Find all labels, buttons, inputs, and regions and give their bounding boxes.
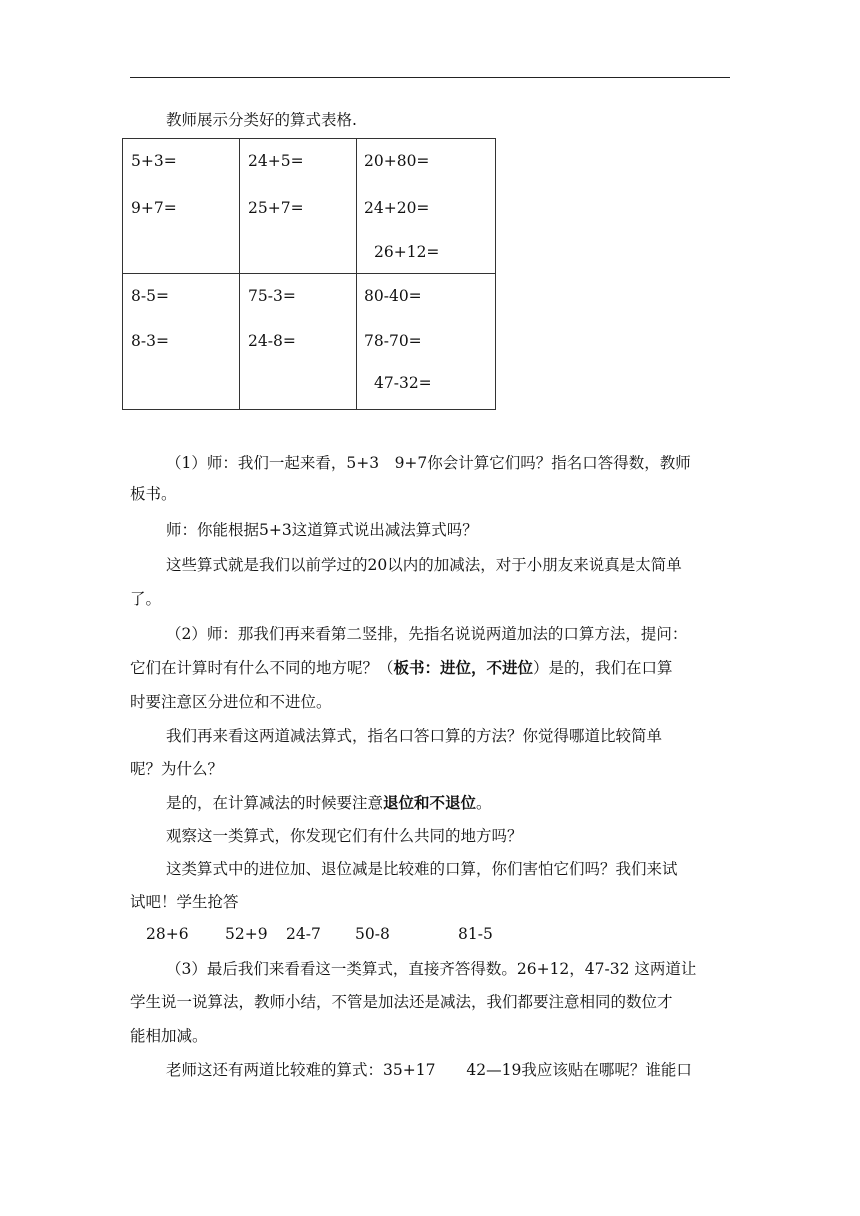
practice-item: 24-7 [286,925,321,943]
board-note-bold: 板书：进位，不进位 [393,658,534,677]
practice-item: 28+6 [146,925,189,943]
para9-line1: （3）最后我们来看看这一类算式，直接齐答得数。26+12，47-32 这两道让 [166,960,697,978]
para6-line [166,791,492,813]
para6-end: 。 [476,794,492,812]
formula: 78-70= [364,332,422,350]
formula: 26+12= [374,243,440,261]
table-cell [357,274,496,410]
table-cell [240,139,357,274]
intro-text: 教师展示分类好的算式表格. [166,111,357,129]
formula: 8-5= [131,287,169,305]
table-row-subtraction [123,274,496,410]
para4-line2-text-end: ）是的，我们在口算 [533,659,673,677]
practice-item: 52+9 [225,925,268,943]
para3-line2: 了。 [130,590,162,608]
formula: 9+7= [131,199,177,217]
formula: 5+3= [131,152,177,170]
para1-line1: （1）师：我们一起来看，5+3 9+7你会计算它们吗？指名口答得数，教师 [166,454,691,472]
para4-line1: （2）师：那我们再来看第二竖排，先指名说说两道加法的口算方法，提问： [166,625,688,643]
para6-text: 是的，在计算减法的时候要注意 [166,794,384,812]
formula: 8-3= [131,332,169,350]
formula-table [122,138,496,410]
formula: 80-40= [364,287,422,305]
para8-line1: 这类算式中的进位加、退位减是比较难的口算，你们害怕它们吗？我们来试 [166,860,678,878]
practice-item: 50-8 [355,925,390,943]
para10-text: 老师这还有两道比较难的算式：35+17 42—19我应该贴在哪呢？谁能口 [166,1061,692,1079]
header-rule [130,77,730,78]
para9-line2: 学生说一说算法，教师小结，不管是加法还是减法，我们都要注意相同的数位才 [130,993,673,1011]
table-cell [240,274,357,410]
formula: 75-3= [248,287,296,305]
para4-line2-text: 它们在计算时有什么不同的地方呢？（ [130,659,394,677]
formula: 24+20= [364,199,430,217]
formula: 47-32= [374,374,432,392]
para9-line3: 能相加减。 [130,1027,208,1045]
practice-item: 81-5 [458,925,493,943]
formula: 24+5= [248,152,304,170]
para7-text: 观察这一类算式，你发现它们有什么共同的地方吗？ [166,827,523,845]
para8-line2: 试吧！学生抢答 [130,893,239,911]
para3-line1: 这些算式就是我们以前学过的20以内的加减法，对于小朋友来说真是太简单 [166,556,682,574]
formula: 20+80= [364,152,430,170]
table-cell [357,139,496,274]
para5-line1: 我们再来看这两道减法算式，指名口答口算的方法？你觉得哪道比较简单 [166,727,663,745]
table-row-addition [123,139,496,274]
table-cell [123,274,240,410]
para2-text: 师：你能根据5+3这道算式说出减法算式吗？ [166,521,478,539]
para4-line2 [130,656,673,678]
formula: 25+7= [248,199,304,217]
para5-line2: 呢？为什么？ [130,760,224,778]
formula: 24-8= [248,332,296,350]
para4-line3: 时要注意区分进位和不进位。 [130,693,332,711]
para6-bold: 退位和不退位 [383,793,477,812]
table-cell [123,139,240,274]
para1-line2: 板书。 [130,485,177,503]
